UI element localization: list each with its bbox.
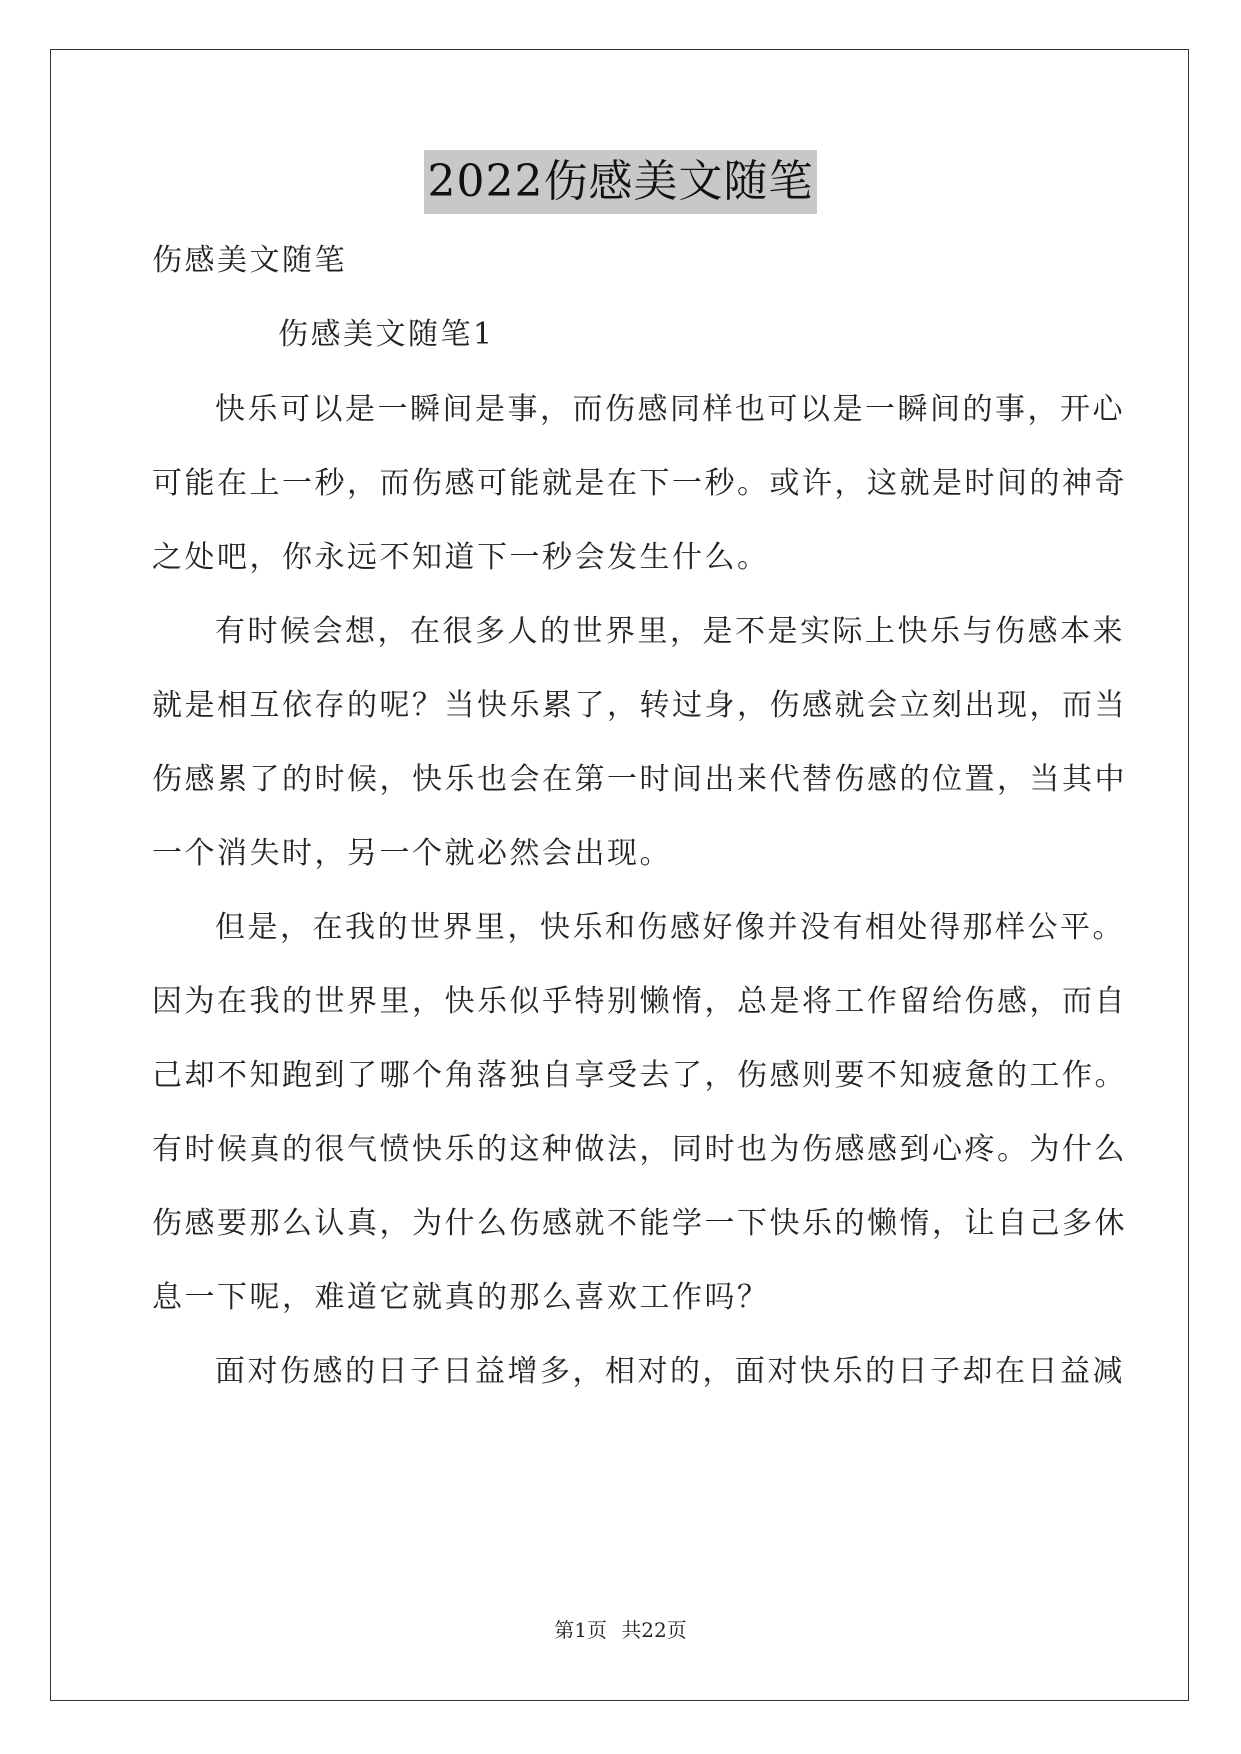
text-line: 有时候会想，在很多人的世界里，是不是实际上快乐与伤感本来	[215, 614, 1125, 649]
text-line: 有时候真的很气愤快乐的这种做法，同时也为伤感感到心疼。为什么	[152, 1132, 1127, 1167]
document-subtitle: 伤感美文随笔	[152, 243, 347, 278]
text-line: 息一下呢，难道它就真的那么喜欢工作吗？	[152, 1280, 770, 1315]
document-title: 2022伤感美文随笔	[424, 150, 818, 214]
page-footer	[0, 1614, 1241, 1643]
page-number: 第1页	[554, 1618, 607, 1642]
text-line: 一个消失时，另一个就必然会出现。	[152, 836, 672, 871]
text-line: 可能在上一秒，而伤感可能就是在下一秒。或许，这就是时间的神奇	[152, 466, 1127, 501]
text-line: 之处吧，你永远不知道下一秒会发生什么。	[152, 540, 770, 575]
text-line: 就是相互依存的呢？当快乐累了，转过身，伤感就会立刻出现，而当	[152, 688, 1127, 723]
text-line: 伤感要那么认真，为什么伤感就不能学一下快乐的懒惰，让自己多休	[152, 1206, 1127, 1241]
total-pages: 共22页	[621, 1618, 687, 1642]
text-line: 面对伤感的日子日益增多，相对的，面对快乐的日子却在日益减	[215, 1354, 1125, 1389]
section-heading: 伤感美文随笔1	[278, 317, 495, 352]
text-line: 己却不知跑到了哪个角落独自享受去了，伤感则要不知疲惫的工作。	[152, 1058, 1127, 1093]
text-line: 但是，在我的世界里，快乐和伤感好像并没有相处得那样公平。	[215, 910, 1125, 945]
page-border	[50, 49, 1189, 1701]
title-container	[0, 150, 1241, 214]
text-line: 快乐可以是一瞬间是事，而伤感同样也可以是一瞬间的事，开心	[215, 392, 1125, 427]
text-line: 因为在我的世界里，快乐似乎特别懒惰，总是将工作留给伤感，而自	[152, 984, 1127, 1019]
text-line: 伤感累了的时候，快乐也会在第一时间出来代替伤感的位置，当其中	[152, 762, 1127, 797]
